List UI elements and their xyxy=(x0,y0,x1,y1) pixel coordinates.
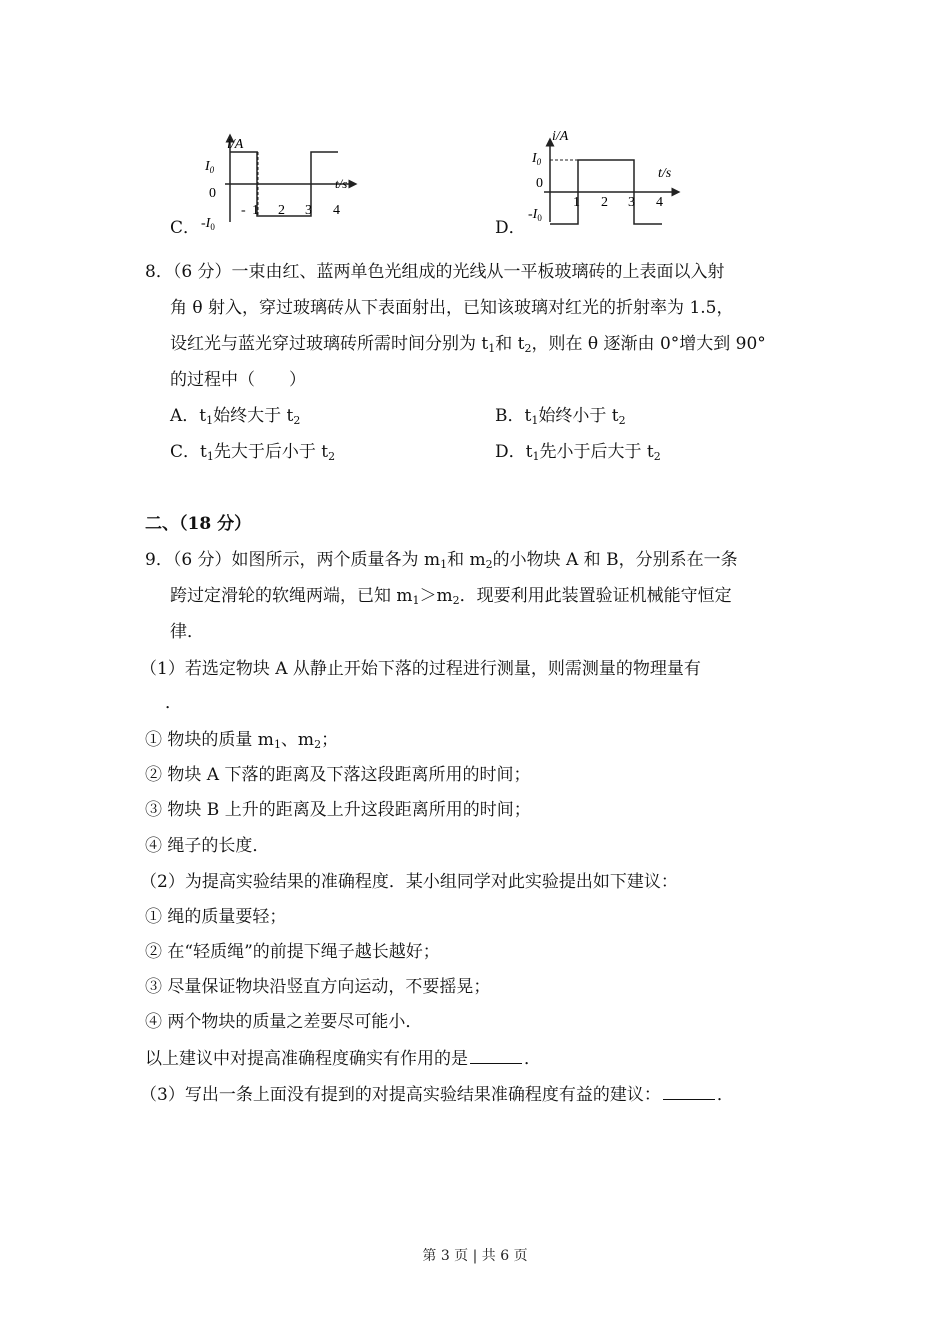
svg-text:-I0 xyxy=(201,216,215,230)
svg-text:I0 xyxy=(531,151,542,167)
q9-line-2: 跨过定滑轮的软绳两端，已知 $m_1>m_2$．现要利用此装置验证机械能守恒定 xyxy=(170,586,732,607)
q9-part-2: （2）为提高实验结果的准确程度．某小组同学对此实验提出如下建议： xyxy=(140,872,678,892)
graph-c-i0-sub: 0 xyxy=(209,165,215,175)
graph-d-tick-1: 1 xyxy=(573,195,580,210)
q9-item-4: ④ 绳子的长度． xyxy=(145,836,270,856)
q8-option-d: D．$t_1$先小于后大于 $t_2$ xyxy=(495,442,661,463)
graph-c-neg-i0-sub: 0 xyxy=(210,222,215,230)
answer-blank-3[interactable] xyxy=(663,1081,715,1100)
graph-c-zero: 0 xyxy=(209,186,216,201)
graph-c-tick-3: 3 xyxy=(305,203,312,218)
q8-option-a: A．$t_1$始终大于 $t_2$ xyxy=(170,406,301,427)
q9-answer-line: 以上建议中对提高准确程度确实有作用的是 ． xyxy=(145,1045,541,1071)
q8-line-4: 的过程中（ ） xyxy=(170,370,306,390)
q9-line-3: 律． xyxy=(170,622,204,642)
option-c-label: C． xyxy=(170,218,201,238)
graph-c xyxy=(195,130,365,230)
graph-c-neg-i0: -I xyxy=(201,216,211,230)
q9-item-3: ③ 物块 B 上升的距离及上升这段距离所用的时间； xyxy=(145,800,531,820)
option-d-label: D． xyxy=(495,218,526,238)
q9-part-1: （1）若选定物块 A 从静止开始下落的过程进行测量，则需测量的物理量有 xyxy=(140,659,701,679)
graph-c-tick-1: 1 xyxy=(252,203,259,218)
section-2-heading: 二、（18 分） xyxy=(145,514,252,534)
svg-text:I0 xyxy=(204,159,215,175)
graph-d-tick-4: 4 xyxy=(656,195,663,210)
q8-line-3: 设红光与蓝光穿过玻璃砖所需时间分别为 $t_1$和 $t_2$，则在 θ 逐渐由 0°增大到 90° xyxy=(170,334,766,355)
q9-item-1: ① 物块的质量 $m_1$、$m_2$； xyxy=(145,730,339,751)
graph-d xyxy=(528,122,698,232)
q9-item-2: ② 物块 A 下落的距离及下落这段距离所用的时间； xyxy=(145,765,531,785)
graph-d-y-label: i/A xyxy=(552,129,569,144)
graph-c-tick-4: 4 xyxy=(333,203,340,218)
graph-c-tick-2: 2 xyxy=(278,203,285,218)
graph-d-tick-2: 2 xyxy=(601,195,608,210)
page-footer: 第 3 页 | 共 6 页 xyxy=(422,1248,528,1264)
svg-text:-I0 xyxy=(528,207,542,223)
graph-d-i0-sub: 0 xyxy=(536,157,542,167)
q8-option-b: B．$t_1$始终小于 $t_2$ xyxy=(495,406,626,427)
graph-d-neg-i0-sub: 0 xyxy=(537,213,542,223)
graph-c-y-label: i/A xyxy=(227,137,244,152)
graph-c-x-label: t/s xyxy=(335,176,348,191)
q8-line-2: 角 θ 射入，穿过玻璃砖从下表面射出，已知该玻璃对红光的折射率为 1.5， xyxy=(170,298,734,318)
graph-d-x-label: t/s xyxy=(658,166,672,181)
graph-c-tick-minus: - xyxy=(241,203,246,218)
graph-d-neg-i0: -I xyxy=(528,207,538,222)
graph-d-zero: 0 xyxy=(536,176,543,191)
q9-part-1-end: ． xyxy=(165,693,182,713)
q9-suggestion-4: ④ 两个物块的质量之差要尽可能小． xyxy=(145,1012,423,1032)
q9-suggestion-1: ① 绳的质量要轻； xyxy=(145,907,287,927)
graph-c-i0: I xyxy=(205,159,210,174)
q9-part-3: （3）写出一条上面没有提到的对提高实验结果准确程度有益的建议： ． xyxy=(140,1081,734,1107)
graph-d-i0: I xyxy=(532,151,537,166)
q8-line-1: 8．（6 分）一束由红、蓝两单色光组成的光线从一平板玻璃砖的上表面以入射 xyxy=(145,262,725,282)
q9-line-1: 9．（6 分）如图所示，两个质量各为 $m_1$和 $m_2$的小物块 A 和 B，分别系在一条 xyxy=(145,550,738,571)
q9-suggestion-3: ③ 尽量保证物块沿竖直方向运动，不要摇晃； xyxy=(145,977,491,997)
q8-option-c: C．$t_1$先大于后小于 $t_2$ xyxy=(170,442,336,463)
q9-suggestion-2: ② 在“轻质绳”的前提下绳子越长越好； xyxy=(145,942,440,962)
answer-blank-2[interactable] xyxy=(470,1045,522,1064)
graph-d-tick-3: 3 xyxy=(628,195,635,210)
